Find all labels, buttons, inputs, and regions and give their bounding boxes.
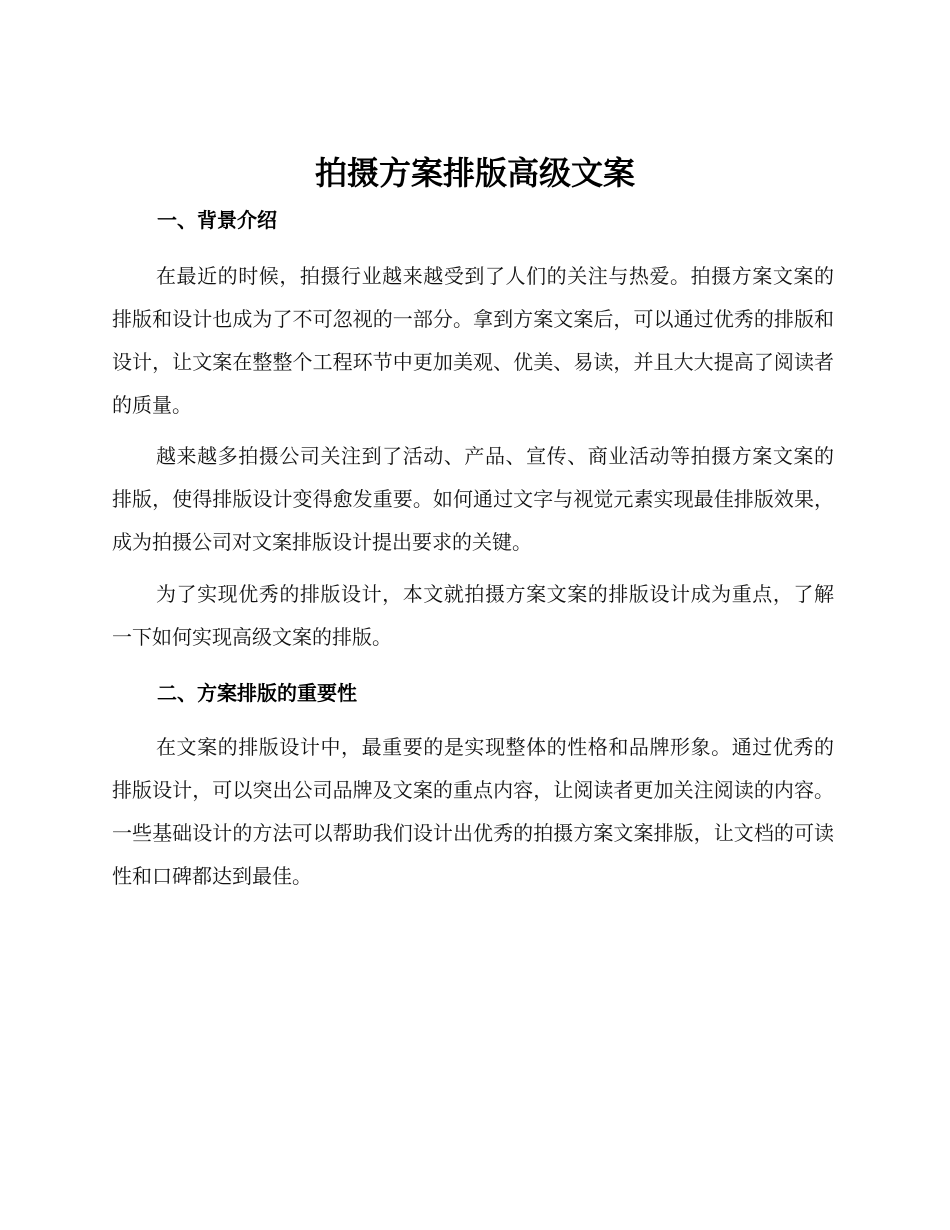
paragraph: 在文案的排版设计中，最重要的是实现整体的性格和品牌形象。通过优秀的排版设计，可以突出公司品牌及文案的重点内容，让阅读者更加关注阅读的内容。一些基础设计的方法可以帮助我们设计出优秀的拍摄方案文案排版，让文档的可读性和口碑都达到最佳。 — [112, 735, 834, 888]
paragraph: 为了实现优秀的排版设计，本文就拍摄方案文案的排版设计成为重点，了解一下如何实现高级文案的排版。 — [112, 582, 834, 649]
section-heading-background: 一、背景介绍 — [157, 208, 277, 232]
paragraph: 在最近的时候，拍摄行业越来越受到了人们的关注与热爱。拍摄方案文案的排版和设计也成为了不可忽视的一部分。拿到方案文案后，可以通过优秀的排版和设计，让文案在整整个工程环节中更加美观、优美、易读，并且大大提高了阅读者的质量。 — [112, 264, 834, 417]
paragraph: 越来越多拍摄公司关注到了活动、产品、宣传、商业活动等拍摄方案文案的排版，使得排版设计变得愈发重要。如何通过文字与视觉元素实现最佳排版效果，成为拍摄公司对文案排版设计提出要求的关键。 — [112, 444, 834, 554]
section-heading-importance: 二、方案排版的重要性 — [157, 681, 357, 705]
document-title: 拍摄方案排版高级文案 — [314, 154, 635, 192]
